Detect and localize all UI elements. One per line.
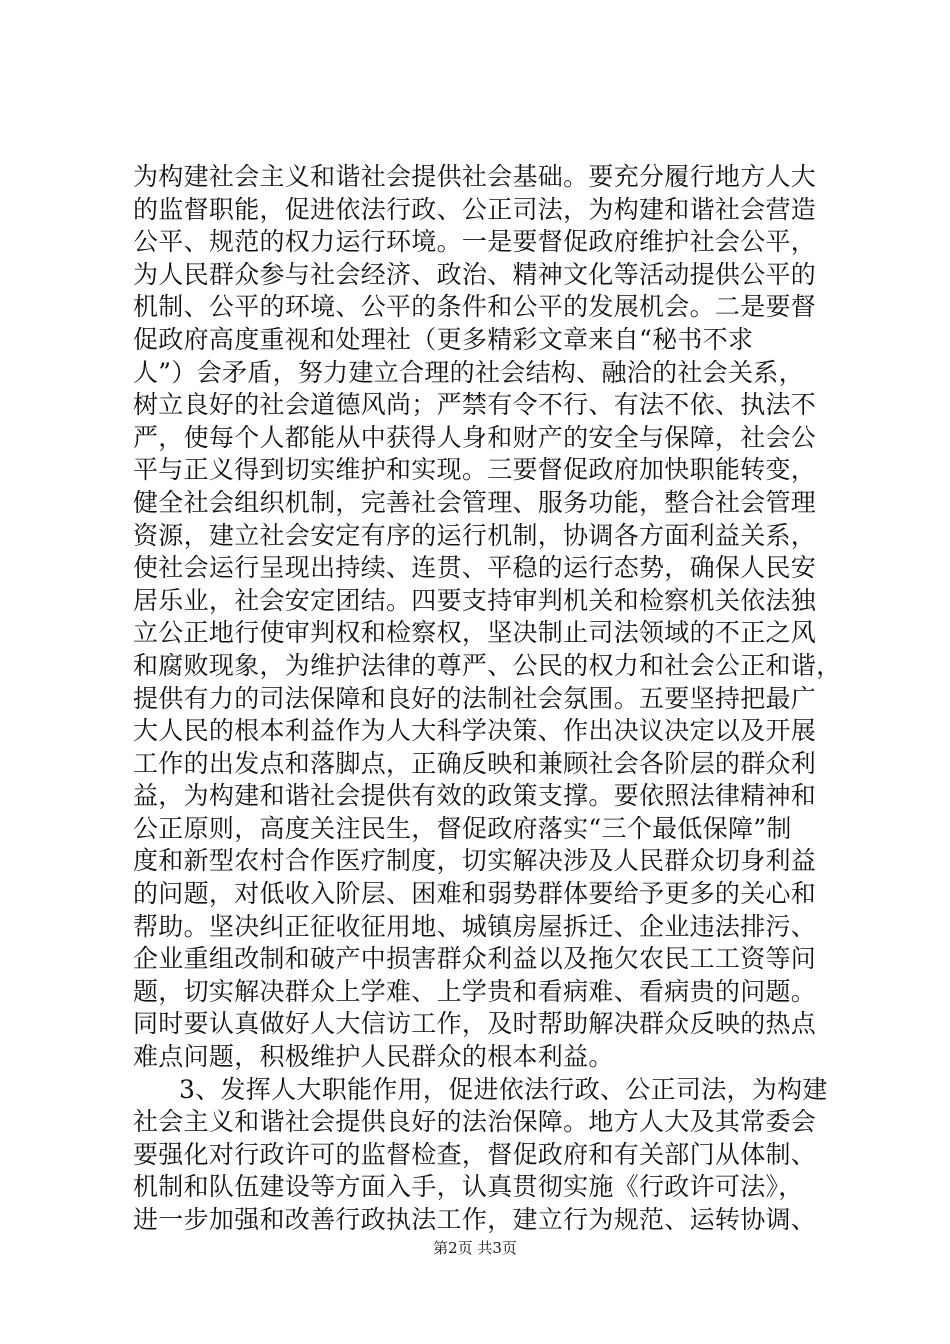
text-line: 促政府高度重视和处理社（更多精彩文章来自“秘书不求 (133, 324, 754, 354)
text-line: 提供有力的司法保障和良好的法制社会氛围。五要坚持把最广 (133, 683, 817, 713)
text-line: 工作的出发点和落脚点，正确反映和兼顾社会各阶层的群众利 (133, 748, 817, 778)
text-line: 同时要认真做好人大信访工作，及时帮助解决群众反映的热点 (133, 1009, 817, 1039)
text-line: 公平、规范的权力运行环境。一是要督促政府维护社会公平， (133, 227, 817, 257)
text-line: 资源，建立社会安定有序的运行机制，协调各方面利益关系， (133, 520, 817, 550)
text-line: 使社会运行呈现出持续、连贯、平稳的运行态势，确保人民安 (133, 553, 817, 583)
text-line: 进一步加强和改善行政执法工作，建立行为规范、运转协调、 (133, 1205, 817, 1234)
text-line: 难点问题，积极维护人民群众的根本利益。 (133, 1042, 614, 1072)
text-line: 树立良好的社会道德风尚；严禁有令不行、有法不依、执法不 (133, 390, 817, 420)
text-line: 为人民群众参与社会经济、政治、精神文化等活动提供公平的 (133, 259, 817, 289)
text-line: 大人民的根本利益作为人大科学决策、作出决议决定以及开展 (133, 716, 817, 746)
page-footer: 第2页 共3页 (433, 1239, 517, 1257)
text-line: 题，切实解决群众上学难、上学贵和看病难、看病贵的问题。 (133, 976, 817, 1006)
text-line: 机制和队伍建设等方面入手，认真贯彻实施《行政许可法》， (133, 1172, 804, 1202)
text-line: 的问题，对低收入阶层、困难和弱势群体要给予更多的关心和 (133, 879, 817, 909)
text-line: 平与正义得到切实维护和实现。三要督促政府加快职能转变， (133, 455, 817, 485)
text-line: 居乐业，社会安定团结。四要支持审判机关和检察机关依法独 (133, 585, 817, 615)
text-line: 立公正地行使审判权和检察权，坚决制止司法领域的不正之风 (133, 618, 817, 648)
text-line: 和腐败现象，为维护法律的尊严、公民的权力和社会公正和谐， (133, 650, 842, 680)
document-body (133, 161, 842, 1237)
text-line: 要强化对行政许可的监督检查，督促政府和有关部门从体制、 (133, 1139, 817, 1169)
text-line: 严，使每个人都能从中获得人身和财产的安全与保障，社会公 (133, 422, 817, 452)
text-line: 的监督职能，促进依法行政、公正司法，为构建和谐社会营造 (133, 194, 817, 224)
text-line: 人”）会矛盾，努力建立合理的社会结构、融洽的社会关系， (133, 357, 804, 387)
text-line: 益，为构建和谐社会提供有效的政策支撑。要依照法律精神和 (133, 781, 817, 811)
text-line: 企业重组改制和破产中损害群众利益以及拖欠农民工工资等问 (133, 944, 817, 974)
text-line: 机制、公平的环境、公平的条件和公平的发展机会。二是要督 (133, 292, 817, 322)
text-line: 度和新型农村合作医疗制度，切实解决涉及人民群众切身利益 (133, 846, 817, 876)
paragraph-start-line: 3、发挥人大职能作用，促进依法行政、公正司法，为构建 (179, 1074, 828, 1104)
text-line: 为构建社会主义和谐社会提供社会基础。要充分履行地方人大 (133, 162, 817, 191)
text-line: 社会主义和谐社会提供良好的法治保障。地方人大及其常委会 (133, 1107, 817, 1137)
text-line: 公正原则，高度关注民生，督促政府落实“三个最低保障”制 (133, 813, 792, 843)
text-line: 健全社会组织机制，完善社会管理、服务功能，整合社会管理 (133, 487, 817, 517)
text-line: 帮助。坚决纠正征收征用地、城镇房屋拆迁、企业违法排污、 (133, 911, 817, 941)
